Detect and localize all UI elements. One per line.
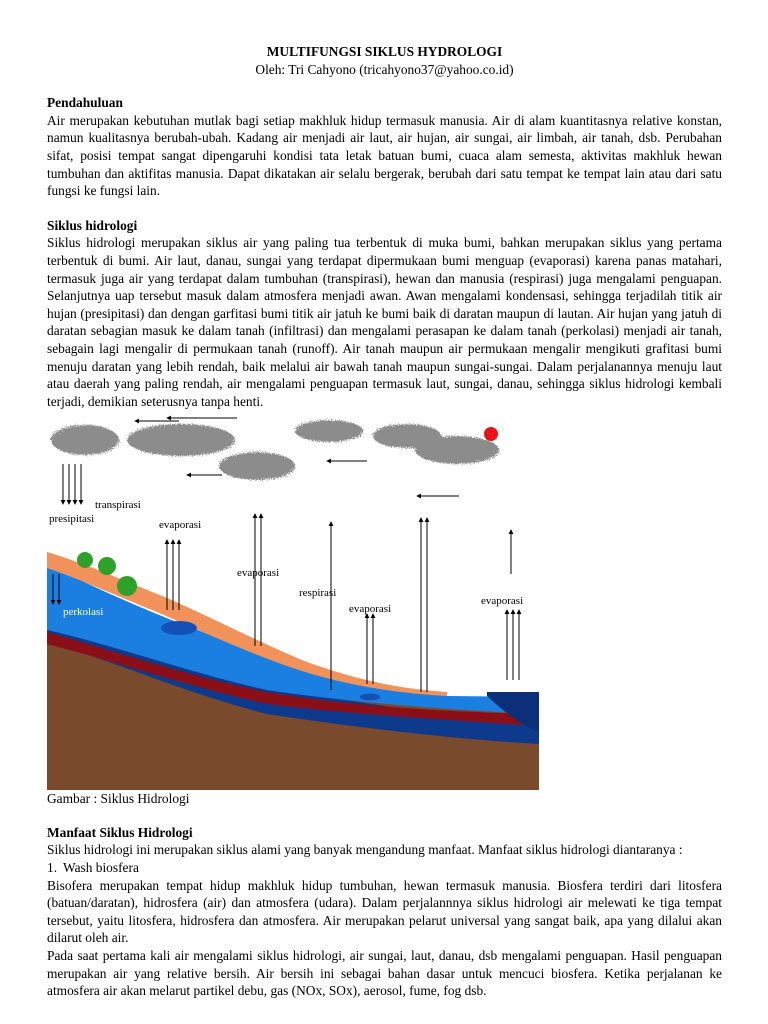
label-transpirasi: transpirasi [95,499,141,512]
label-evaporasi-2: evaporasi [237,567,280,580]
lake [360,694,380,701]
cloud [51,425,119,455]
tree [98,557,116,575]
sun [484,427,498,441]
list-number: 1. [47,860,58,876]
section-heading-cycle: Siklus hidrologi [47,217,138,233]
section-heading-intro: Pendahuluan [47,95,123,111]
list-label: Wash biosfera [63,860,139,876]
benefits-paragraph-2: Pada saat pertama kali air mengalami siklus hidrologi, air sungai, laut, danau, dsb mengalami penguapan. Hasil penguapan merupakan air yang relative bersih. Air bersih ini sebagai bahan dasar untuk mencuci biosfera. Ketika perjalanan ke atmosfera air akan melarut partikel debu, gas (NOx, SOx), aerosol, fume, fog dsb. [47,948,722,999]
figure-caption: Gambar : Siklus Hidrologi [47,791,190,807]
label-evaporasi-1: evaporasi [159,519,202,532]
tree [117,576,137,596]
author-byline: Oleh: Tri Cahyono (tricahyono37@yahoo.co.id) [255,61,514,77]
intro-paragraph: Air merupakan kebutuhan mutlak bagi setiap makhluk hidup termasuk manusia. Air di alam kuantitasnya relative konstan, namun kualitasnya berubah-ubah. Kadang air menjadi air laut, air hujan, air sungai, air limbah, air tanah, dsb. Perubahan sifat, posisi tempat sangat dipengaruhi kondisi tata letak batuan bumi, cuaca alam semesta, aktivitas makhluk hewan tumbuhan dan aktifitas manusia. Dapat dikatakan air selalu bergerak, berubah dari satu tempat ke tempat lain atau dari satu fungsi ke fungsi lain. [47,112,722,199]
label-presipitasi: presipitasi [49,513,95,526]
benefits-paragraph-1: Bisofera merupakan tempat hidup makhluk hidup tumbuhan, hewan termasuk manusia. Biosfera terdiri dari litosfera (batuan/daratan), hidrosfera (air) dan atmosfera (udara). Dalam perjalannnya siklus hidrologi air melewati ke tiga tempat tersebut, yaitu litosfera, hidrosfera dan atmosfera. Air merupakan pelarut universal yang sangat baik, apa yang dilalui akan dilarut oleh air. [47,877,722,946]
cloud [127,424,235,456]
tree [77,552,93,568]
lake [161,621,197,635]
label-perkolasi: perkolasi [63,606,104,619]
cycle-paragraph: Siklus hidrologi merupakan siklus air yang paling tua terbentuk di muka bumi, bahkan merupakan siklus yang pertama terbentuk di bumi. Air laut, danau, sungai yang terdapat dipermukaan bumi menguap (evaporasi) karena panas matahari, termasuk juga air yang terdapat dalam tumbuhan (transpirasi), hewan dan manusia (respirasi) juga mengalami penguapan. Selanjutnya uap tersebut masuk dalam atmosfera menjadi awan. Awan mengalami kondensasi, sehingga terjadilah titik air hujan (presipitasi) dan dengan garfitasi bumi titik air jatuh ke bumi baik di daratan maupun di lautan. Air hujan yang jatuh di daratan sebagian masuk ke dalam tanah (infiltrasi) dan mengalami perasapan ke dalam tanah (perkolasi) menjadi air tanah, sebagain lagi mengalir di permukaan tanah (runoff). Air tanah maupun air permukaan mengalir mengikuti grafitasi bumi menuju daratan yang lebih rendah, baik melalui air bawah tanah maupun sungai-sungai. Dalam perjalanannya menuju laut atau daerah yang paling rendah, air mengalami penguapan termasuk laut, sungai, danau, sehingga siklus hidrologi kembali terjadi, demikian seterusnya tanpa henti. [47,235,722,409]
cloud [219,452,295,480]
cloud [295,420,363,442]
benefits-intro: Siklus hidrologi ini merupakan siklus alami yang banyak mengandung manfaat. Manfaat siklus hidrologi diantaranya : [47,842,683,858]
section-heading-benefits: Manfaat Siklus Hidrologi [47,824,193,840]
label-evaporasi-4: evaporasi [481,595,524,608]
document-page [47,43,722,1000]
label-respirasi: respirasi [299,587,337,600]
list-item [47,859,722,877]
label-evaporasi-3: evaporasi [349,603,392,616]
cloud [415,436,499,464]
document-title: MULTIFUNGSI SIKLUS HYDROLOGI [266,44,503,59]
hydrology-cycle-figure [47,414,539,790]
